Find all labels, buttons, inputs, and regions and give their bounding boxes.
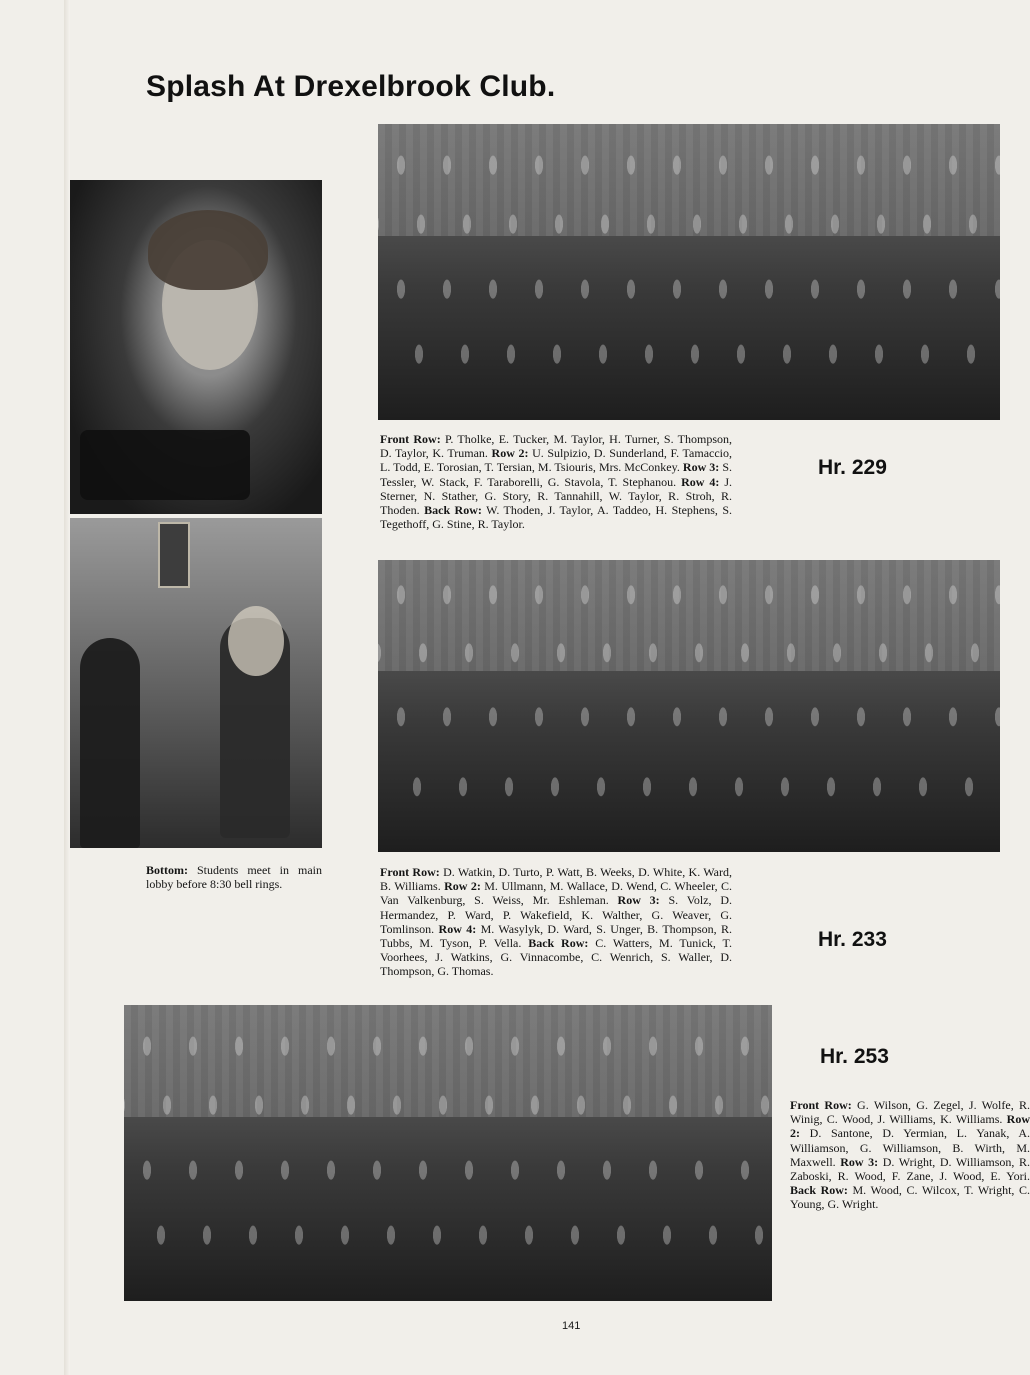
- page-number: 141: [562, 1320, 581, 1332]
- row-names: D. Watkin, D. Turto, P. Watt, B. Weeks, D. White, K. Ward, B. Williams.: [380, 865, 732, 894]
- row-label: Back Row:: [528, 936, 589, 951]
- row-label: Row 3:: [840, 1154, 879, 1169]
- row-names: P. Tholke, E. Tucker, M. Taylor, H. Turner, S. Thompson, D. Taylor, K. Truman.: [380, 432, 733, 461]
- row-label: Front Row:: [380, 865, 440, 879]
- row-label: Front Row:: [790, 1098, 852, 1112]
- row-names: C. Watters, M. Tunick, T. Voorhees, J. Watkins, G. Vinnacombe, C. Wenrich, S. Waller, D. Thompson, G. Thomas.: [380, 936, 732, 979]
- homeroom-229-photo: [378, 124, 1000, 420]
- homeroom-229-caption: [380, 432, 732, 531]
- row-names: S. Volz, D. Hermandez, P. Ward, P. Wakefield, K. Walther, G. Weaver, G. Tomlinson.: [380, 893, 732, 936]
- homeroom-253-caption: [790, 1098, 1030, 1212]
- photo-row: [378, 331, 1000, 408]
- row-label: Row 2:: [444, 879, 481, 894]
- student-chess-photo: [70, 180, 322, 514]
- homeroom-233-caption: [380, 865, 732, 979]
- lobby-photo-caption: [146, 863, 322, 891]
- row-names: D. Santone, D. Yermian, L. Yanak, A. Williamson, G. Williamson, B. Wirth, M. Maxwell.: [790, 1126, 1030, 1169]
- photo-row: [378, 694, 1000, 770]
- student-hair-blonde: [228, 606, 284, 676]
- student-hair-shape: [148, 210, 268, 290]
- row-label: Row 4:: [681, 474, 720, 489]
- homeroom-233-photo: [378, 560, 1000, 852]
- row-names: S. Tessler, W. Stack, F. Taraborelli, G. Stavola, T. Stephanou.: [380, 460, 732, 489]
- homeroom-253-label: Hr. 253: [820, 1045, 889, 1068]
- page-title: Splash At Drexelbrook Club.: [146, 70, 556, 103]
- row-label: Row 2:: [790, 1112, 1030, 1141]
- homeroom-229-label: Hr. 229: [818, 456, 887, 479]
- lobby-photo: [70, 518, 322, 848]
- photo-row: [124, 1212, 772, 1289]
- row-names: D. Wright, D. Williamson, R. Zaboski, R. Wood, F. Zane, J. Wood, E. Yori.: [790, 1154, 1030, 1184]
- row-label: Back Row:: [790, 1183, 848, 1198]
- row-label: Row 4:: [438, 921, 477, 936]
- row-label: Row 3:: [617, 893, 660, 908]
- wall-portrait: [158, 522, 190, 588]
- student-figure-left: [80, 638, 140, 848]
- row-names: M. Wood, C. Wilcox, T. Wright, C. Young, G. Wright.: [790, 1183, 1030, 1212]
- caption-lead: Bottom:: [146, 863, 188, 877]
- chess-pieces-shape: [80, 430, 250, 500]
- homeroom-253-photo: [124, 1005, 772, 1301]
- row-names: J. Sterner, N. Stather, G. Story, R. Tannahill, W. Taylor, R. Stroh, R. Thoden.: [380, 474, 732, 518]
- row-names: U. Sulpizio, D. Sunderland, F. Tamaccio, L. Todd, E. Torosian, T. Tersian, M. Tsiouris, Mrs. McConkey.: [380, 446, 733, 475]
- row-label: Back Row:: [424, 503, 482, 518]
- caption-text: Students meet in main lobby before 8:30 bell rings.: [146, 863, 322, 892]
- row-label: Row 2:: [491, 446, 529, 461]
- row-label: Row 3:: [682, 460, 720, 475]
- photo-row: [378, 764, 1000, 840]
- row-label: Front Row:: [380, 432, 441, 446]
- row-names: M. Ullmann, M. Wallace, D. Wend, C. Wheeler, C. Van Valkenburg, S. Weiss, Mr. Eshleman.: [380, 879, 732, 908]
- row-names: M. Wasylyk, D. Ward, S. Unger, B. Thompson, R. Tubbs, M. Tyson, P. Vella.: [380, 921, 733, 951]
- row-names: G. Wilson, G. Zegel, J. Wolfe, R. Winig, C. Wood, J. Williams, K. Williams.: [790, 1098, 1030, 1127]
- homeroom-233-label: Hr. 233: [818, 928, 887, 951]
- row-names: W. Thoden, J. Taylor, A. Taddeo, H. Stephens, S. Tegethoff, G. Stine, R. Taylor.: [380, 503, 733, 532]
